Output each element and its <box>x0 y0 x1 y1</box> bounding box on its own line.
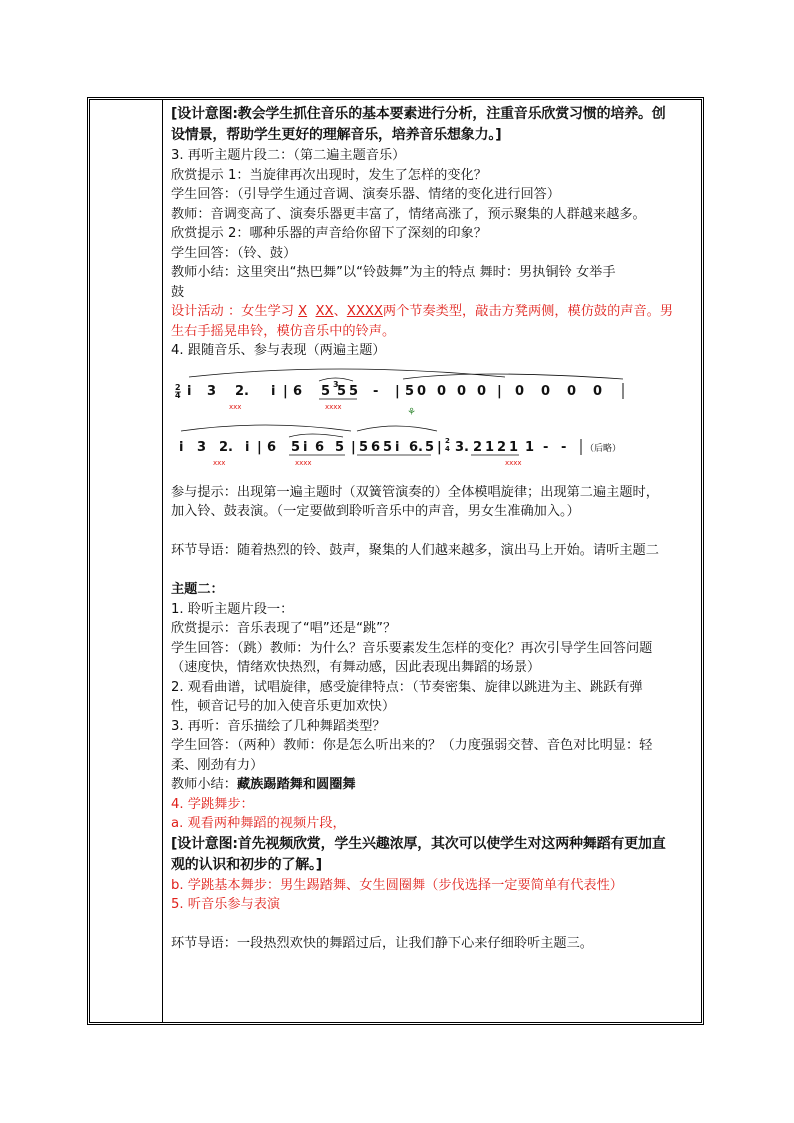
score-barline: | <box>257 439 262 455</box>
score-note: 5 <box>337 383 347 399</box>
score-note: i <box>303 439 308 455</box>
score-note: 3. <box>455 439 469 455</box>
score-note: 0 <box>457 383 467 399</box>
score-note: i <box>179 439 184 455</box>
text-line: 欣赏提示：音乐表现了“唱”还是“跳”？ <box>171 621 397 636</box>
design-intent-2-line1: [设计意图:首先视频欣赏，学生兴趣浓厚，其次可以使学生对这两种舞蹈有更加直 <box>171 835 666 852</box>
score-note: 0 <box>477 383 487 399</box>
music-score <box>175 365 645 477</box>
score-note: - <box>543 439 549 455</box>
rhythm-mark: xxx <box>229 402 242 411</box>
dancer-icon: ⚘ <box>407 406 416 418</box>
red-line: 5. 听音乐参与表演 <box>171 897 281 912</box>
text-line: 柔、刚劲有力） <box>171 757 264 773</box>
score-note: i <box>187 383 192 399</box>
text-line: 参与提示：出现第一遍主题时（双簧管演奏的）全体模唱旋律；出现第二遍主题时， <box>171 484 659 500</box>
score-grace-note: 3 <box>333 379 339 389</box>
text-line: （速度快，情绪欢快热烈，有舞动感，因此表现出舞蹈的场景） <box>171 660 541 675</box>
text-line: 2. 观看曲谱，试唱旋律，感受旋律特点：（节奏密集、旋律以跳进为主、跳跃有弹 <box>171 679 643 695</box>
score-note: 0 <box>541 383 551 399</box>
score-note: 2. <box>219 439 233 455</box>
time-sig-den: 4 <box>445 444 450 453</box>
score-note: 2 <box>497 439 507 455</box>
red-line: 4. 学跳舞步： <box>171 796 254 812</box>
text-line: 性，顿音记号的加入使音乐更加欢快） <box>171 699 396 714</box>
text-line: 鼓 <box>171 284 185 300</box>
score-note: i <box>271 383 276 399</box>
score-note: 0 <box>417 383 427 399</box>
score-ending-note: （后略） <box>585 443 622 454</box>
activity-line2: 生右手摇晃串铃，模仿音乐中的铃声。 <box>171 323 396 339</box>
rhythm-mark: xxxx <box>505 458 522 467</box>
summary-bold: 藏族踢踏舞和圆圈舞 <box>236 777 356 792</box>
text-line: 1. 聆听主题片段一： <box>171 601 294 617</box>
score-note: 5 <box>321 383 331 399</box>
score-note: 3 <box>207 383 217 399</box>
item-4-heading: 4. 跟随音乐、参与表现（两遍主题） <box>171 343 386 358</box>
text-line: 学生回答：（引导学生通过音调、演奏乐器、情绪的变化进行回答） <box>171 187 561 202</box>
score-barline: | <box>283 383 288 399</box>
text-line: 3. 再听主题片段二：（第二遍主题音乐） <box>171 148 406 163</box>
text-line: 加入铃、鼓表演。（一定要做到聆听音乐中的声音，男女生准确加入。） <box>171 504 580 519</box>
lesson-table <box>87 97 704 1025</box>
design-intent-2-line2: 观的认识和初步的了解。] <box>171 856 322 873</box>
score-note: 6 <box>371 439 381 455</box>
score-note: 2 <box>473 439 483 455</box>
rhythm-mark: xxxx <box>295 458 312 467</box>
score-note: 0 <box>593 383 603 399</box>
summary-prefix: 教师小结： <box>171 777 237 792</box>
theme-2-title: 主题二： <box>171 582 224 597</box>
design-intent-1-line2: 设情景，帮助学生更好的理解音乐，培养音乐想象力。] <box>171 127 502 143</box>
score-note: 3 <box>197 439 207 455</box>
text-line: 3. 再听：音乐描绘了几种舞蹈类型？ <box>171 718 386 734</box>
score-note: 5 <box>383 439 393 455</box>
text-line: 教师小结：这里突出“热巴舞”以“铃鼓舞”为主的特点 舞时：男执铜铃 女举手 <box>171 265 616 280</box>
text-line: 学生回答：（两种）教师：你是怎么听出来的？（力度强弱交替、音色对比明显：轻 <box>171 738 653 753</box>
score-note: 5 <box>359 439 369 455</box>
score-note: i <box>245 439 250 455</box>
table-left-column <box>90 100 163 1022</box>
red-line: b. 学跳基本舞步：男生踢踏舞、女生圆圈舞（步伐选择一定要简单有代表性） <box>171 877 623 893</box>
score-note: 0 <box>515 383 525 399</box>
table-content-cell <box>171 104 701 954</box>
score-note: 1 <box>525 439 535 455</box>
score-note: 5 <box>405 383 415 399</box>
activity-prefix: 设计活动 ：女生学习 <box>171 304 299 319</box>
transition-2: 环节导语：一段热烈欢快的舞蹈过后，让我们静下心来仔细聆听主题三。 <box>171 936 593 951</box>
score-note: 6 <box>293 383 303 399</box>
score-barline: | <box>437 439 442 455</box>
time-sig-num: 2 <box>445 436 450 445</box>
score-svg <box>175 365 645 477</box>
score-note: 0 <box>567 383 577 399</box>
rhythm-xxxx: XXXX <box>346 304 383 319</box>
score-note: 5 <box>425 439 435 455</box>
rhythm-xx: XX <box>315 304 334 319</box>
score-note: 5 <box>335 439 345 455</box>
score-note: - <box>373 383 379 399</box>
score-note: 1 <box>485 439 495 455</box>
transition-1: 环节导语：随着热烈的铃、鼓声，聚集的人们越来越多，演出马上开始。请听主题二 <box>171 543 659 558</box>
score-barline: | <box>497 383 502 399</box>
score-note: - <box>561 439 567 455</box>
score-note: 2. <box>235 383 249 399</box>
score-note: 6. <box>409 439 423 455</box>
rhythm-mark: xxxx <box>325 402 342 411</box>
text-line: 学生回答：（跳）教师：为什么？音乐要素发生怎样的变化？再次引导学生回答问题 <box>171 640 653 656</box>
time-sig-num: 2 <box>175 382 181 392</box>
text-line: 教师：音调变高了、演奏乐器更丰富了，情绪高涨了，预示聚集的人群越来越多。 <box>171 206 646 222</box>
score-barline: | <box>395 383 400 399</box>
text-line: 欣赏提示 2：哪种乐器的声音给你留下了深刻的印象？ <box>171 226 487 241</box>
teacher-summary <box>171 775 701 795</box>
red-line: a. 观看两种舞蹈的视频片段， <box>171 816 346 831</box>
text-line: 欣赏提示 1：当旋律再次出现时，发生了怎样的变化？ <box>171 167 487 183</box>
activity-suffix: 两个节奏类型，敲击方凳两侧，模仿鼓的声音。男 <box>382 304 674 319</box>
score-note: 0 <box>437 383 447 399</box>
score-note: 5 <box>349 383 359 399</box>
rhythm-mark: xxx <box>213 458 226 467</box>
rhythm-x: X <box>298 304 308 319</box>
score-note: 1 <box>509 439 519 455</box>
text-line: 学生回答：（铃、鼓） <box>171 245 297 261</box>
score-note: i <box>395 439 400 455</box>
design-intent-1-line1: [设计意图:教会学生抓住音乐的基本要素进行分析，注重音乐欣赏习惯的培养。创 <box>171 106 666 122</box>
score-note: 5 <box>291 439 301 455</box>
score-note: 6 <box>267 439 277 455</box>
score-barline: | <box>351 439 356 455</box>
time-sig-den: 4 <box>175 390 181 400</box>
score-note: 6 <box>315 439 325 455</box>
activity-line1: 设计活动 ：女生学习 X XX、XXXX两个节奏类型，敲击方凳两侧，模仿鼓的声音。男 <box>171 304 674 319</box>
